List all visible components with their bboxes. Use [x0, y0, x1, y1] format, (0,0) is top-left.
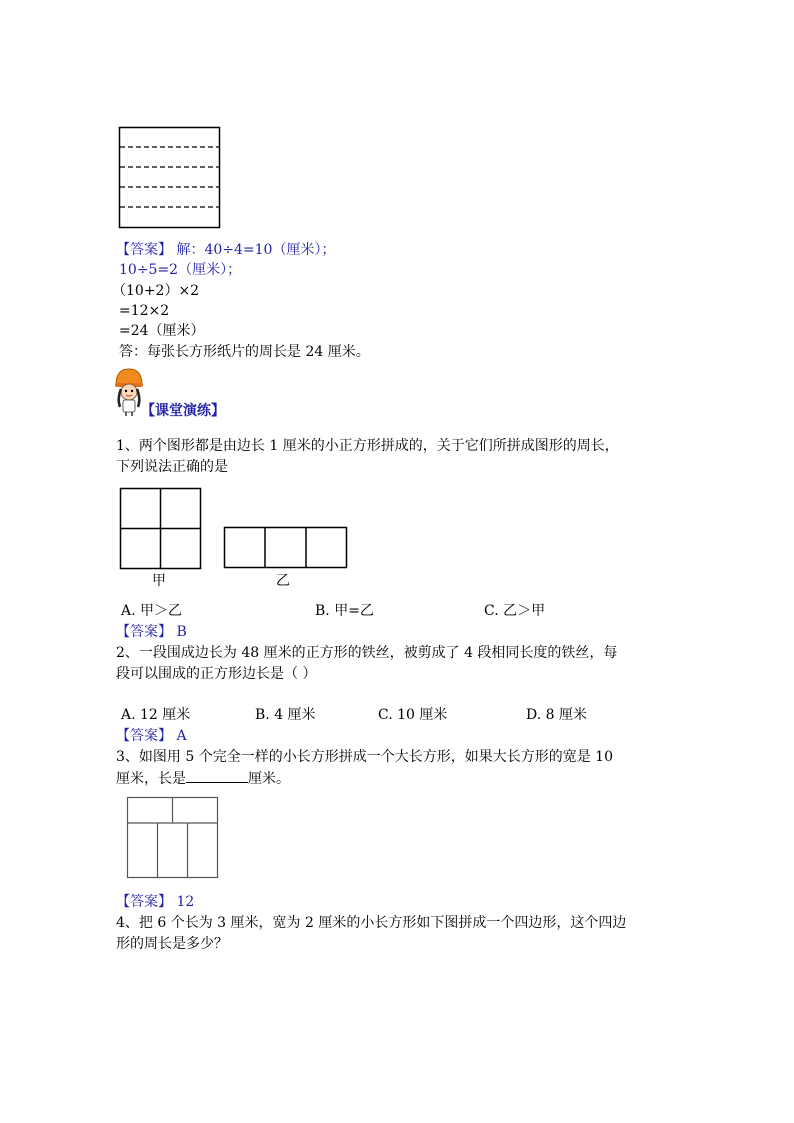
q2-option-b: B. 4 厘米 [255, 707, 316, 723]
q4-text-line-1: 4、把 6 个长为 3 厘米，宽为 2 厘米的小长方形如下图拼成一个四边形，这个四边 [116, 915, 627, 931]
q2-option-c: C. 10 厘米 [378, 707, 448, 723]
q2-text-line-1: 2、一段围成边长为 48 厘米的正方形的铁丝，被剪成了 4 段相同长度的铁丝，每 [116, 645, 618, 661]
q1-text-line-2: 下列说法正确的是 [116, 459, 228, 475]
q1-text-line-1: 1、两个图形都是由边长 1 厘米的小正方形拼成的，关于它们所拼成图形的周长， [116, 438, 619, 454]
top-answer-line-6: 答：每张长方形纸片的周长是 24 厘米。 [119, 344, 370, 360]
q3-text-line-2-a: 厘米，长是 [116, 771, 186, 787]
top-strips-figure [119, 127, 221, 229]
q1-figure-yi [224, 527, 348, 569]
q3-fill-blank [186, 768, 248, 783]
top-answer-line-3: （10+2）×2 [112, 283, 200, 299]
top-answer-line-4: =12×2 [119, 303, 170, 319]
q1-answer [116, 622, 187, 642]
q3-text-line-2 [116, 768, 290, 789]
answer-tag: 【答案】 [116, 624, 172, 640]
top-answer-line-2: 10÷5=2（厘米）； [119, 262, 242, 278]
q2-option-d: D. 8 厘米 [526, 707, 587, 723]
q3-answer [116, 892, 194, 912]
q1-option-b: B. 甲=乙 [315, 603, 374, 619]
q1-option-a: A. 甲＞乙 [121, 603, 183, 619]
section-title: 【课堂演练】 [141, 403, 225, 419]
answer-value: A [176, 728, 187, 744]
q3-text-line-1: 3、如图用 5 个完全一样的小长方形拼成一个大长方形，如果大长方形的宽是 10 [116, 749, 613, 765]
q2-text-line-2: 段可以围成的正方形边长是（ ） [116, 666, 317, 682]
q3-text-line-2-b: 厘米。 [248, 771, 290, 787]
q1-option-c: C. 乙＞甲 [484, 603, 546, 619]
answer-text: 解：40÷4=10（厘米）； [176, 242, 336, 258]
top-answer-line-1 [116, 240, 335, 260]
answer-tag: 【答案】 [116, 242, 172, 258]
q3-figure-rectangles [127, 797, 219, 879]
q2-answer [116, 726, 187, 746]
top-answer-line-5: =24（厘米） [119, 323, 205, 339]
answer-tag: 【答案】 [116, 728, 172, 744]
answer-value: 12 [176, 894, 195, 910]
q1-figure-jia [120, 488, 202, 570]
answer-tag: 【答案】 [116, 894, 172, 910]
q1-fig-label-yi: 乙 [276, 573, 290, 589]
q1-fig-label-jia: 甲 [152, 573, 166, 589]
answer-value: B [176, 624, 187, 640]
q4-text-line-2: 形的周长是多少？ [116, 936, 228, 952]
q2-option-a: A. 12 厘米 [121, 707, 191, 723]
